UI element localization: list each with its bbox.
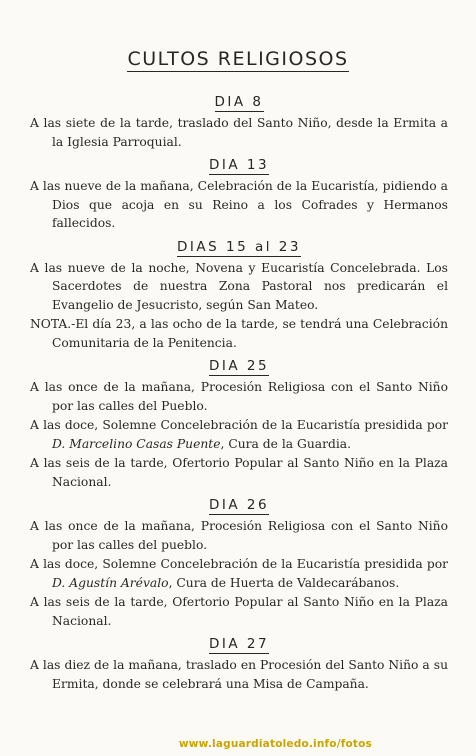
- note-entry: NOTA.-El día 23, a las ocho de la tarde, se tendrá una Celebración Comunitaria de la Penitencia.: [30, 317, 448, 350]
- day-heading: DIA 25: [208, 358, 270, 374]
- watermark-url[interactable]: www.laguardiatoledo.info/fotos: [178, 738, 372, 750]
- page-title-text: CULTOS RELIGIOSOS: [127, 48, 349, 70]
- day-heading: DIA 13: [208, 157, 270, 173]
- schedule-entry: A las once de la mañana, Procesión Religiosa con el Santo Niño por las calles del pueblo.: [30, 519, 448, 552]
- day-heading: DIA 27: [208, 636, 270, 652]
- schedule-entry: A las nueve de la mañana, Celebración de la Eucaristía, pidiendo a Dios que acoja en su Reino a los Cofrades y Hermanos fallecidos.: [30, 179, 448, 230]
- schedule-entry: A las doce, Solemne Concelebración de la Eucaristía presidida por D. Agustín Arévalo, Cura de Huerta de Valdecarábanos.: [30, 557, 448, 590]
- celebrant-name: D. Marcelino Casas Puente: [52, 436, 221, 451]
- schedule-content: [30, 94, 448, 694]
- day-heading: DIAS 15 al 23: [177, 238, 301, 255]
- day-heading: DIA 26: [208, 497, 270, 513]
- day-heading: DIA 8: [214, 94, 264, 110]
- schedule-entry: A las doce, Solemne Concelebración de la Eucaristía presidida por D. Marcelino Casas Puente, Cura de la Guardia.: [30, 418, 448, 451]
- page-title: [0, 48, 476, 70]
- schedule-entry: A las diez de la mañana, traslado en Procesión del Santo Niño a su Ermita, donde se celebrará una Misa de Campaña.: [30, 658, 448, 691]
- schedule-entry: A las once de la mañana, Procesión Religiosa con el Santo Niño por las calles del Pueblo.: [30, 380, 448, 413]
- schedule-entry: A las nueve de la noche, Novena y Eucaristía Concelebrada. Los Sacerdotes de nuestra Zona Pastoral nos predicarán el Evangelio de Jesucristo, según San Mateo.: [30, 260, 448, 312]
- celebrant-name: D. Agustín Arévalo: [52, 575, 169, 590]
- schedule-entry: A las siete de la tarde, traslado del Santo Niño, desde la Ermita a la Iglesia Parroquial.: [30, 116, 448, 149]
- schedule-entry: A las seis de la tarde, Ofertorio Popular al Santo Niño en la Plaza Nacional.: [30, 456, 448, 489]
- schedule-entry: A las seis de la tarde, Ofertorio Popular al Santo Niño en la Plaza Nacional.: [30, 595, 448, 628]
